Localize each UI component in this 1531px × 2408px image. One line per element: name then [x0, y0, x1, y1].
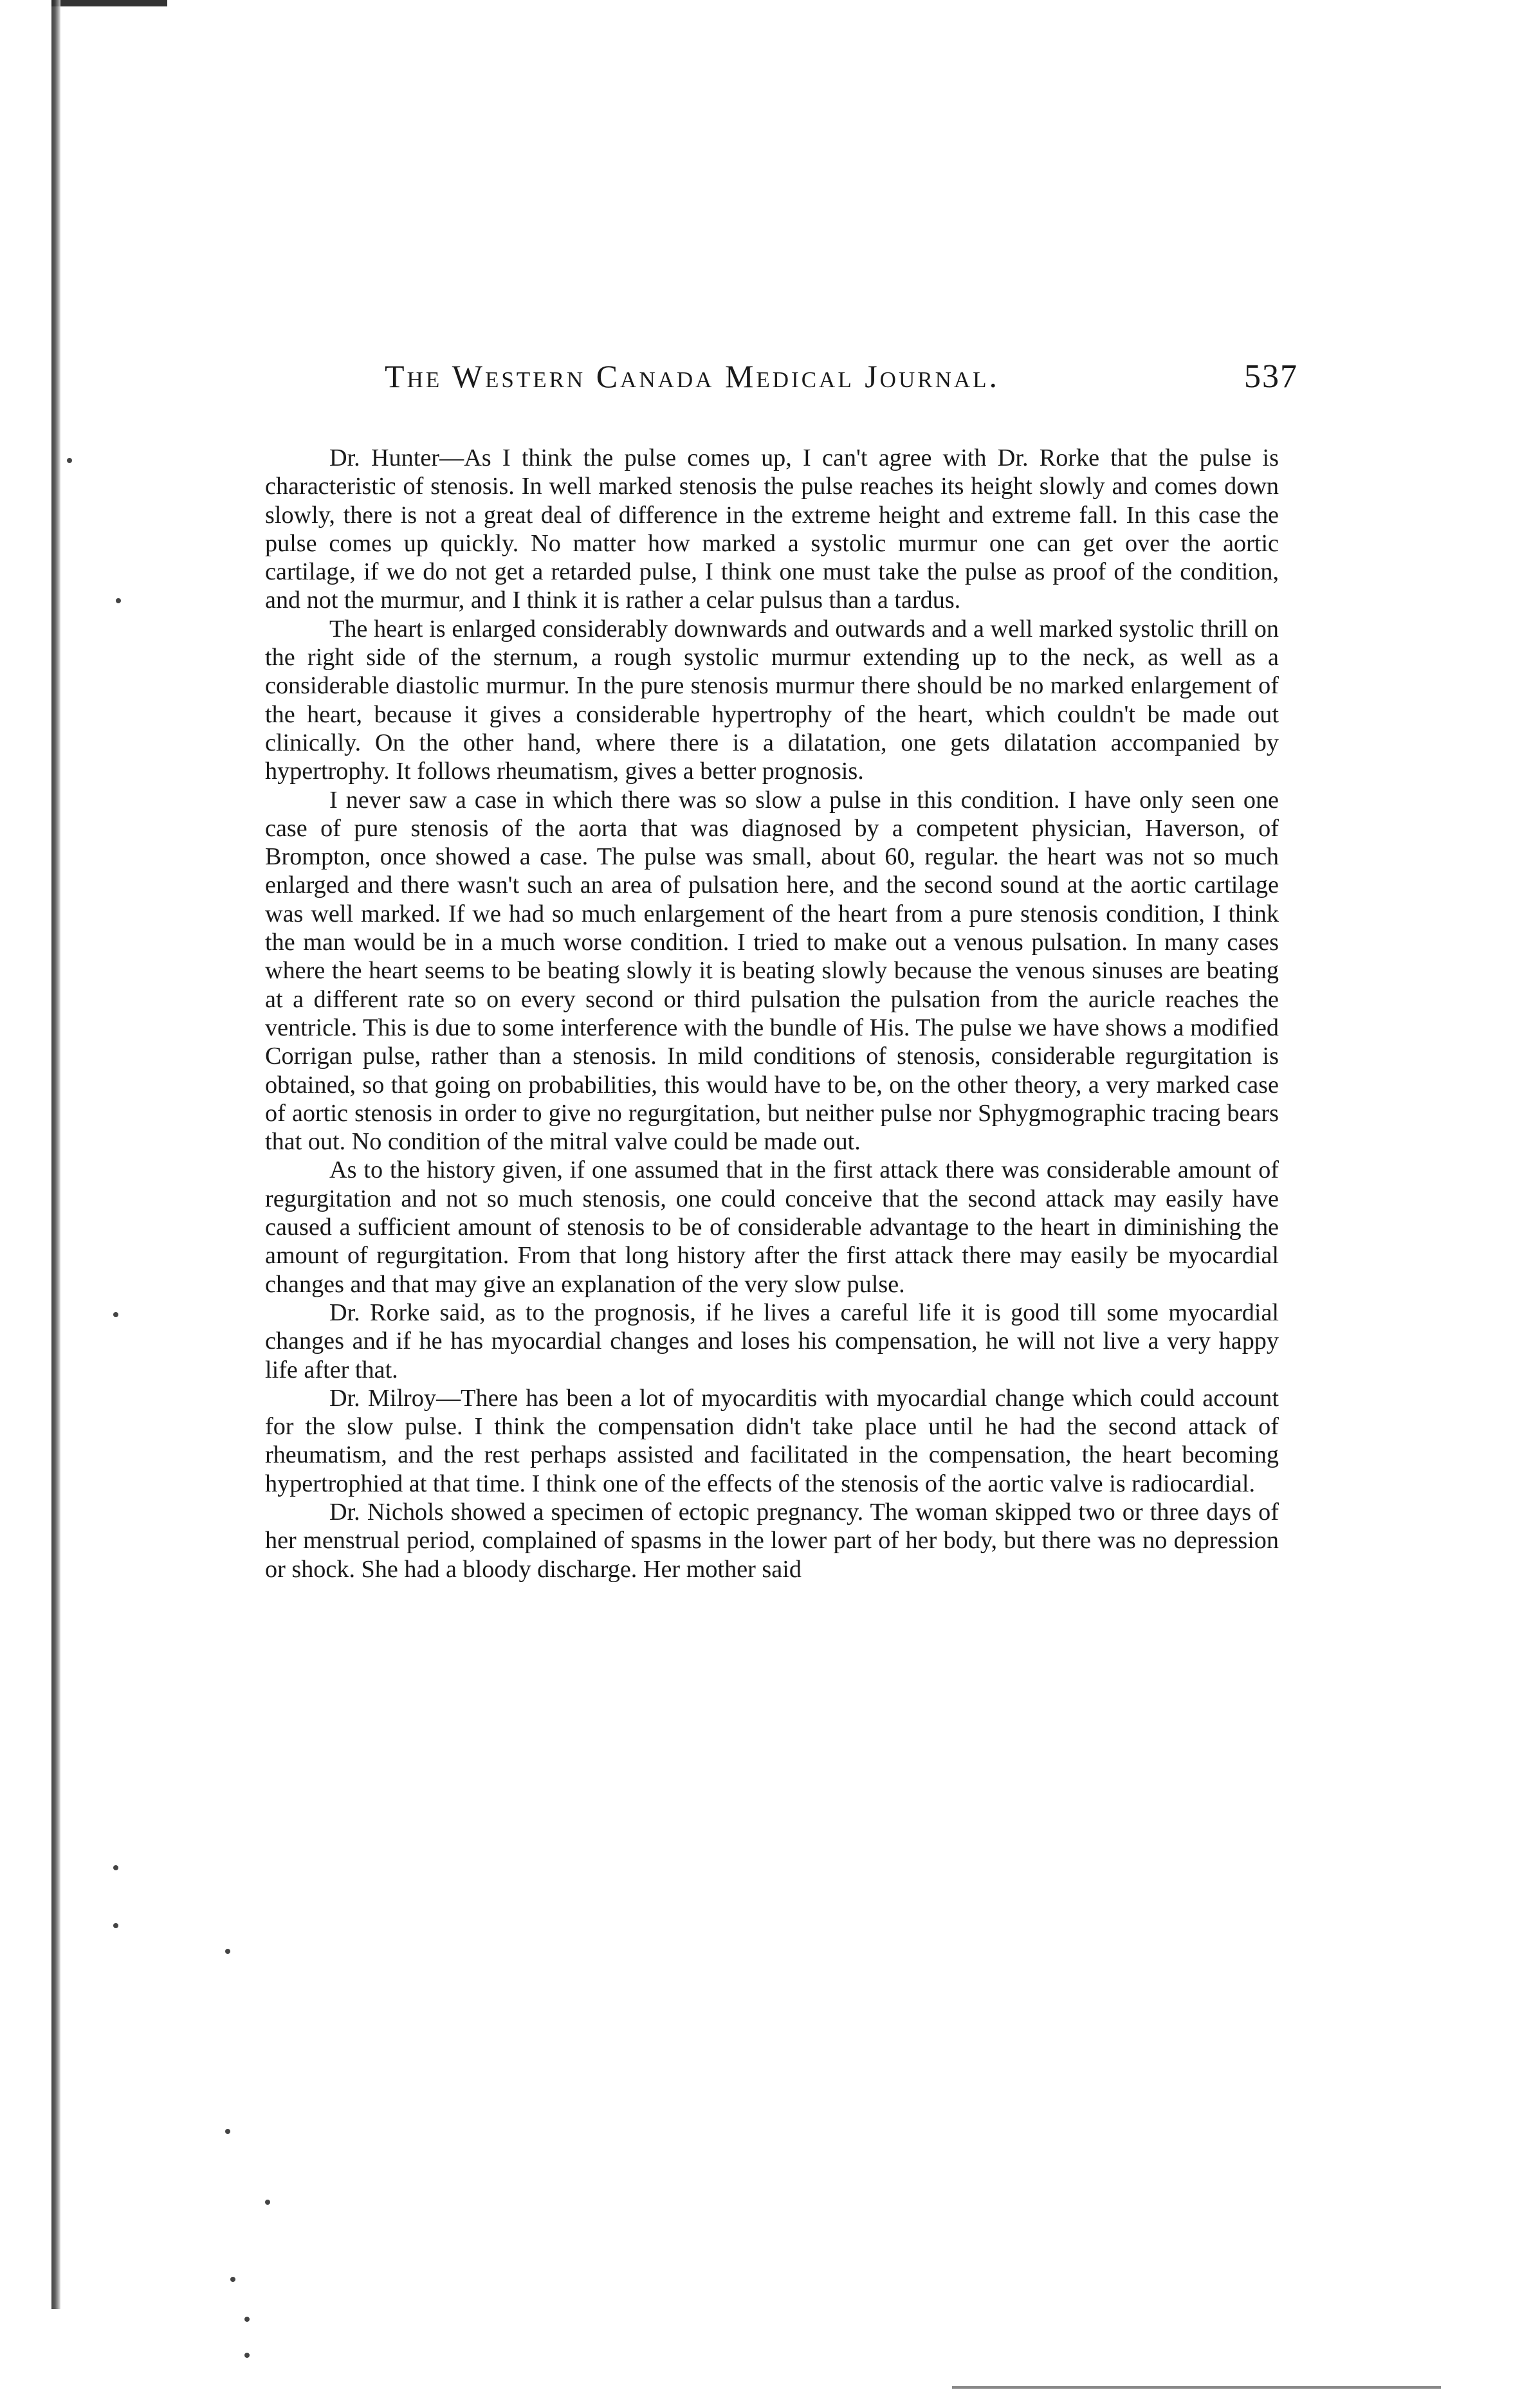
scan-speck	[113, 1923, 118, 1928]
binding-shadow	[51, 0, 60, 2309]
paragraph: Dr. Hunter—As I think the pulse comes up, I can't agree with Dr. Rorke that the pulse is characteristic of stenosis. In well marked stenosis the pulse reaches its height slowly and comes down slowly, there is not a great deal of difference in the extreme height and extreme fall. In this case the pulse comes up quickly. No matter how marked a systolic murmur one can get over the aortic cartilage, if we do not get a retarded pulse, I think one must take the pulse as proof of the condition, and not the murmur, and I think it is rather a celar pulsus than a tardus.	[265, 444, 1279, 614]
scan-speck	[113, 1312, 118, 1317]
paragraph: I never saw a case in which there was so slow a pulse in this condition. I have only seen one case of pure stenosis of the aorta that was diagnosed by a competent physician, Haverson, of Brompton, once showed a case. The pulse was small, about 60, regular. the heart was not so much enlarged and there wasn't such an area of pulsation here, and the second sound at the aortic cartilage was well marked. If we had so much enlargement of the heart from a pure stenosis condition, I think the man would be in a much worse condition. I tried to make out a venous pulsation. In many cases where the heart seems to be beating slowly it is beating slowly because the venous sinuses are beating at a different rate so on every second or third pulsation the pulsation from the auricle reaches the ventricle. This is due to some interference with the bundle of His. The pulse we have shows a modified Corrigan pulse, rather than a stenosis. In mild conditions of stenosis, considerable regurgitation is obtained, so that going on probabilities, this would have to be, on the other theory, a very marked case of aortic stenosis in order to give no regurgitation, but neither pulse nor Sphygmographic tracing bears that out. No condition of the mitral valve could be made out.	[265, 786, 1279, 1156]
page-number: 537	[1244, 358, 1298, 395]
running-header	[385, 358, 1298, 409]
scan-speck	[116, 598, 121, 603]
article-body	[265, 444, 1279, 1583]
scan-speck	[113, 1865, 118, 1870]
paragraph: Dr. Nichols showed a specimen of ectopic pregnancy. The woman skipped two or three days of her menstrual period, complained of spasms in the lower part of her body, but there was no depression or shock. She had a bloody discharge. Her mother said	[265, 1498, 1279, 1583]
scan-speck	[244, 2317, 250, 2322]
paragraph: Dr. Rorke said, as to the prognosis, if he lives a careful life it is good till some myocardial changes and if he has myocardial changes and loses his compensation, he will not live a very happy life after that.	[265, 1299, 1279, 1383]
paragraph: As to the history given, if one assumed that in the first attack there was considerable amount of regurgitation and not so much stenosis, one could conceive that the second attack may easily have caused a sufficient amount of stenosis to be of considerable advantage to the heart in diminishing the amount of regurgitation. From that long history after the first attack there may easily be myocardial changes and that may give an explanation of the very slow pulse.	[265, 1156, 1279, 1298]
scan-speck	[244, 2353, 250, 2358]
scan-speck	[230, 2277, 235, 2282]
running-title: The Western Canada Medical Journal.	[385, 358, 1000, 394]
bottom-rule	[952, 2386, 1441, 2389]
scan-speck	[265, 2200, 270, 2205]
scan-speck	[225, 1949, 230, 1954]
paragraph: The heart is enlarged considerably downwards and outwards and a well marked systolic thrill on the right side of the sternum, a rough systolic murmur extending up to the neck, as well as a considerable diastolic murmur. In the pure stenosis murmur there should be no marked enlargement of the heart, because it gives a considerable hypertrophy of the heart, which couldn't be made out clinically. On the other hand, where there is a dilatation, one gets dilatation accompanied by hypertrophy. It follows rheumatism, gives a better prognosis.	[265, 615, 1279, 785]
paragraph: Dr. Milroy—There has been a lot of myocarditis with myocardial change which could account for the slow pulse. I think the compensation didn't take place until he had the second attack of rheumatism, and the rest perhaps assisted and facilitated in the compensation, the heart becoming hypertrophied at that time. I think one of the effects of the stenosis of the aortic valve is radiocardial.	[265, 1384, 1279, 1497]
scan-speck	[67, 458, 72, 463]
scan-speck	[225, 2129, 230, 2134]
binding-shadow-top	[51, 0, 167, 6]
